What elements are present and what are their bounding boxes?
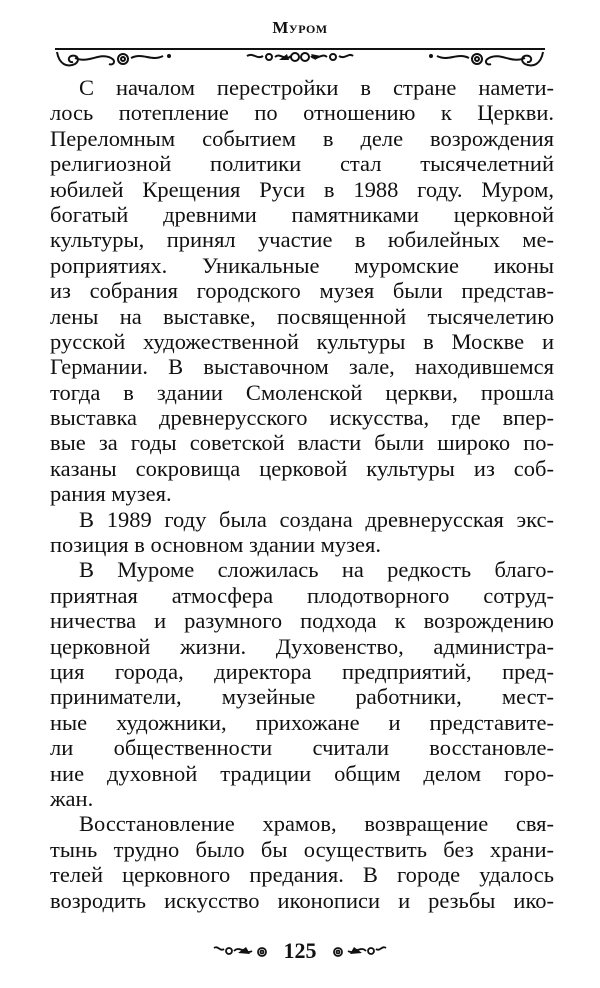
- text-line: русской художественной культуры в Москве и: [50, 328, 554, 354]
- paragraph: [50, 507, 554, 558]
- text-line: ние духовной традиции общим делом горо-: [50, 760, 554, 786]
- body-text: [50, 75, 554, 913]
- footer-ornament-left-icon: [212, 943, 270, 959]
- text-line: лены на выставке, посвященной тысячелетию: [50, 303, 554, 329]
- text-line: ные художники, прихожане и представите-: [50, 709, 554, 735]
- running-header-title: Муром: [272, 18, 328, 37]
- text-line: С началом перестройки в стране намети-: [79, 75, 554, 100]
- page-footer: [0, 936, 600, 964]
- paragraph: [50, 557, 554, 811]
- text-line: лось потепление по отношению к Церкви.: [50, 100, 554, 126]
- text-line: казаны сокровища церковой культуры из соб-: [50, 455, 554, 481]
- text-line: жан.: [50, 785, 94, 811]
- footer-ornament-right-icon: [330, 943, 388, 959]
- text-line: возродить искусство иконописи и резьбы ико-: [50, 887, 554, 913]
- text-line: приниматели, музейные работники, мест-: [50, 684, 554, 710]
- text-line: из собрания городского музея были представ-: [50, 278, 554, 304]
- text-line: Переломным событием в деле возрождения: [50, 125, 554, 151]
- text-line: тынь трудно было бы осуществить без храни-: [50, 836, 554, 862]
- text-line: церковной жизни. Духовенство, администра-: [50, 633, 554, 659]
- text-line: телей церковного предания. В городе удалось: [50, 862, 554, 888]
- text-line: рания музея.: [50, 481, 172, 507]
- text-line: вые за годы советской власти были широко по-: [50, 430, 554, 456]
- text-line: религиозной политики стал тысячелетний: [50, 151, 554, 177]
- text-line: богатый древними памятниками церковной: [50, 201, 554, 227]
- text-line: культуры, принял участие в юбилейных ме-: [50, 227, 554, 253]
- paragraph: [50, 75, 554, 507]
- text-line: ли общественности считали восстановле-: [50, 735, 554, 761]
- text-line: В Муроме сложилась на редкость благо-: [79, 557, 554, 583]
- text-line: Восстановление храмов, возвращение свя-: [79, 811, 554, 837]
- text-line: тогда в здании Смоленской церкви, прошла: [50, 379, 554, 405]
- text-line: выставка древнерусского искусства, где впер-: [50, 405, 554, 431]
- text-line: позиция в основном здании музея.: [50, 532, 381, 558]
- text-line: ничества и разумного подхода к возрождению: [50, 608, 554, 634]
- page-number: 125: [283, 937, 317, 963]
- ornament-left-icon: [55, 50, 175, 72]
- text-line: приятная атмосфера плодотворного сотруд-: [50, 582, 554, 608]
- text-line: В 1989 году была создана древнерусская экс-: [79, 506, 554, 532]
- text-line: роприятиях. Уникальные муромские иконы: [50, 252, 554, 278]
- text-line: ция города, директора предприятий, пред-: [50, 658, 554, 684]
- ornament-right-icon: [425, 50, 545, 72]
- text-line: Германии. В выставочном зале, находившемся: [50, 354, 554, 380]
- text-line: юбилей Крещения Руси в 1988 году. Муром,: [50, 176, 554, 202]
- paragraph: [50, 811, 554, 913]
- ornament-center-icon: [245, 50, 355, 66]
